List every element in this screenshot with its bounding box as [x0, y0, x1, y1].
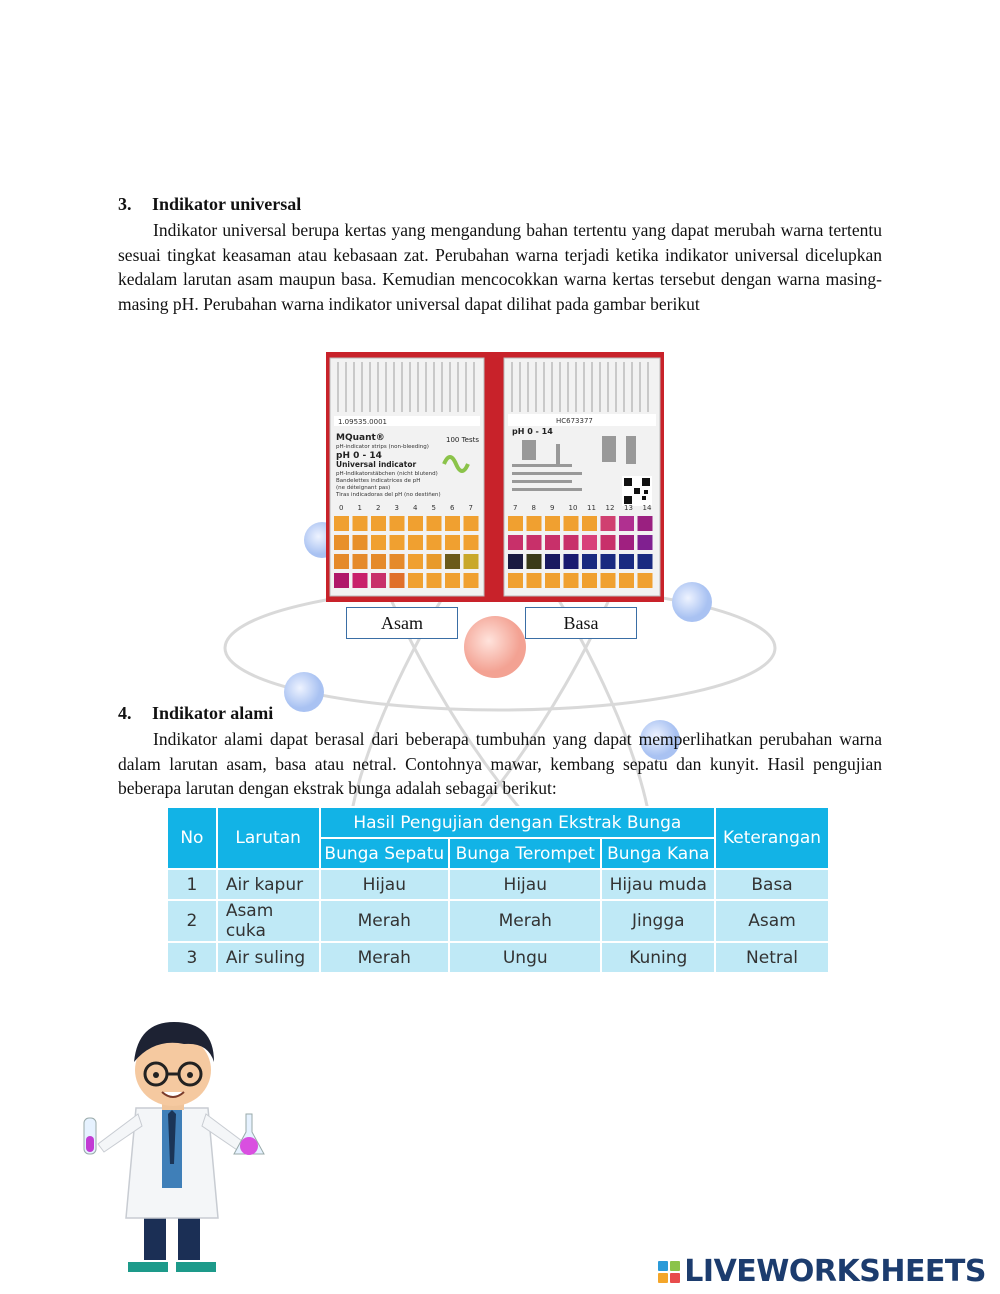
box-line3: Bandelettes indicatrices de pH [336, 478, 421, 484]
ph-color-swatch [464, 535, 479, 550]
ph-color-swatch [334, 535, 349, 550]
ph-color-swatch [601, 535, 616, 550]
table-row [167, 869, 829, 900]
ph-color-swatch [545, 554, 560, 569]
logo-text: LIVEWORKSHEETS [684, 1254, 986, 1289]
ph-scale-label: 12 [605, 504, 615, 512]
ph-color-swatch [564, 554, 579, 569]
box-line1: pH-indicator strips (non-bleeding) [336, 444, 429, 450]
box-range: pH 0 - 14 [336, 451, 382, 461]
ph-color-swatch [508, 516, 523, 531]
ph-color-swatch [353, 535, 368, 550]
ph-scale-label: 13 [624, 504, 633, 512]
cell-solution: Asam cuka [217, 900, 320, 942]
cell-solution: Air suling [217, 942, 320, 973]
right-box-range: pH 0 - 14 [512, 427, 553, 436]
ph-color-swatch [564, 573, 579, 588]
table-row [167, 900, 829, 942]
section-4-paragraph: Indikator alami dapat berasal dari beberapa tumbuhan yang dapat memperlihatkan perubahan warna dalam larutan asam, basa atau netral. Contohnya mawar, kembang sepatu dan kunyit. Hasil pengujian beberapa larutan dengan ekstrak bunga adalah sebagai berikut: [118, 729, 882, 798]
box-line5: Tiras indicadoras del pH (no destiñen) [336, 492, 441, 498]
ph-color-swatch [601, 573, 616, 588]
header-kana: Bunga Kana [601, 838, 715, 869]
ph-color-swatch [464, 554, 479, 569]
ph-color-swatch [427, 535, 442, 550]
cell-sepatu: Merah [320, 900, 449, 942]
section-3-paragraph: Indikator universal berupa kertas yang mengandung bahan tertentu yang dapat merubah warna tertentu sesuai tingkat keasaman atau kebasaan zat. Perubahan warna terjadi ketika indikator universal dicelupkan kedalam larutan asam maupun basa. Kemudian mencocokkan warna kertas tersebut dengan warna masing-masing pH. Perubahan warna indikator universal dapat dilihat pada gambar berikut [118, 220, 882, 314]
cell-solution: Air kapur [217, 869, 320, 900]
ph-color-swatch [334, 554, 349, 569]
section-3-heading [118, 194, 301, 215]
ph-color-swatch [353, 573, 368, 588]
logo-grid-icon [658, 1261, 680, 1283]
ph-color-swatch [427, 573, 442, 588]
ph-color-swatch [564, 516, 579, 531]
label-basa: Basa [525, 607, 637, 639]
header-sepatu: Bunga Sepatu [320, 838, 449, 869]
ph-color-swatch [527, 573, 542, 588]
box-line2: pH-Indikatorstäbchen (nicht blutend) [336, 471, 438, 477]
ph-color-swatch [353, 516, 368, 531]
ph-color-swatch [638, 573, 653, 588]
ph-color-swatch [638, 554, 653, 569]
box-code: 1.09535.0001 [338, 418, 387, 426]
box-line4: (ne déteignant pas) [336, 485, 391, 491]
ph-color-swatch [334, 516, 349, 531]
ph-color-swatch [601, 554, 616, 569]
ph-scale-label: 14 [642, 504, 652, 512]
ph-color-swatch [464, 516, 479, 531]
ph-color-swatch [527, 516, 542, 531]
ph-color-swatch [619, 516, 634, 531]
ph-color-swatch [445, 573, 460, 588]
cell-kana: Hijau muda [601, 869, 715, 900]
section-4-heading [118, 703, 273, 724]
table-row [167, 942, 829, 973]
ph-color-swatch [508, 535, 523, 550]
cell-note: Netral [715, 942, 829, 973]
ph-color-swatch [371, 554, 386, 569]
ph-color-swatch [371, 573, 386, 588]
ph-color-swatch [508, 573, 523, 588]
ph-scale-label: 7 [513, 504, 518, 512]
ph-color-swatch [390, 554, 405, 569]
ph-color-swatch [408, 516, 423, 531]
ph-color-swatch [545, 535, 560, 550]
ph-color-swatch [582, 554, 597, 569]
ph-color-swatch [527, 554, 542, 569]
ph-color-swatch [545, 573, 560, 588]
ph-color-swatch [408, 554, 423, 569]
ph-color-swatch [638, 535, 653, 550]
box-brand: MQuant® [336, 433, 385, 443]
ph-color-swatch [427, 516, 442, 531]
ph-scale-label: 8 [531, 504, 536, 512]
header-group: Hasil Pengujian dengan Ekstrak Bunga [320, 807, 716, 838]
cell-sepatu: Hijau [320, 869, 449, 900]
header-solution: Larutan [217, 807, 320, 869]
cell-kana: Kuning [601, 942, 715, 973]
cell-terompet: Merah [449, 900, 601, 942]
header-terompet: Bunga Terompet [449, 838, 601, 869]
section-4-title: Indikator alami [152, 703, 274, 723]
cell-terompet: Hijau [449, 869, 601, 900]
ph-color-swatch [582, 516, 597, 531]
ph-indicator-photo [326, 352, 664, 602]
label-asam: Asam [346, 607, 458, 639]
ph-scale-label: 9 [550, 504, 555, 512]
ph-scale-label: 2 [376, 504, 381, 512]
ph-scale-label: 10 [568, 504, 578, 512]
scientist-illustration-icon [78, 1018, 278, 1274]
ph-color-swatch [582, 573, 597, 588]
header-no: No [167, 807, 217, 869]
ph-color-swatch [408, 535, 423, 550]
ph-color-swatch [445, 516, 460, 531]
ph-color-swatch [638, 516, 653, 531]
ph-color-swatch [390, 535, 405, 550]
section-3-title: Indikator universal [152, 194, 302, 214]
ph-color-swatch [334, 573, 349, 588]
ph-color-swatch [408, 573, 423, 588]
ph-color-swatch [390, 573, 405, 588]
nucleus-icon [464, 616, 526, 678]
box-name: Universal indicator [336, 460, 417, 469]
right-box-code: HC673377 [556, 417, 593, 425]
ph-color-swatch [445, 554, 460, 569]
section-3-number: 3. [118, 194, 132, 214]
ph-scale-label: 7 [468, 504, 473, 512]
ph-color-swatch [582, 535, 597, 550]
ph-scale-label: 4 [413, 504, 418, 512]
ph-color-swatch [601, 516, 616, 531]
ph-color-swatch [619, 554, 634, 569]
box-tests: 100 Tests [446, 436, 480, 444]
ph-scale-label: 6 [450, 504, 455, 512]
header-note: Keterangan [715, 807, 829, 869]
ph-color-swatch [464, 573, 479, 588]
ph-color-swatch [545, 516, 560, 531]
ph-scale-label: 5 [431, 504, 436, 512]
cell-kana: Jingga [601, 900, 715, 942]
cell-no: 3 [167, 942, 217, 973]
electron-icon [284, 672, 324, 712]
ph-scale-label: 1 [357, 504, 362, 512]
ph-color-swatch [427, 554, 442, 569]
ph-scale-label: 11 [587, 504, 596, 512]
ph-scale-label: 0 [339, 504, 344, 512]
section-4-number: 4. [118, 703, 132, 723]
ph-color-swatch [390, 516, 405, 531]
ph-color-swatch [527, 535, 542, 550]
cell-no: 1 [167, 869, 217, 900]
cell-note: Basa [715, 869, 829, 900]
ph-color-swatch [619, 573, 634, 588]
ph-color-swatch [508, 554, 523, 569]
cell-terompet: Ungu [449, 942, 601, 973]
liveworksheets-logo [658, 1254, 986, 1289]
ph-color-swatch [353, 554, 368, 569]
ph-scale-label: 3 [394, 504, 399, 512]
ph-color-swatch [371, 535, 386, 550]
ph-color-swatch [564, 535, 579, 550]
cell-note: Asam [715, 900, 829, 942]
ph-color-swatch [445, 535, 460, 550]
ph-color-swatch [371, 516, 386, 531]
qr-code-icon [622, 476, 652, 506]
cell-sepatu: Merah [320, 942, 449, 973]
ph-color-swatch [619, 535, 634, 550]
results-table [166, 806, 830, 974]
cell-no: 2 [167, 900, 217, 942]
electron-icon [672, 582, 712, 622]
